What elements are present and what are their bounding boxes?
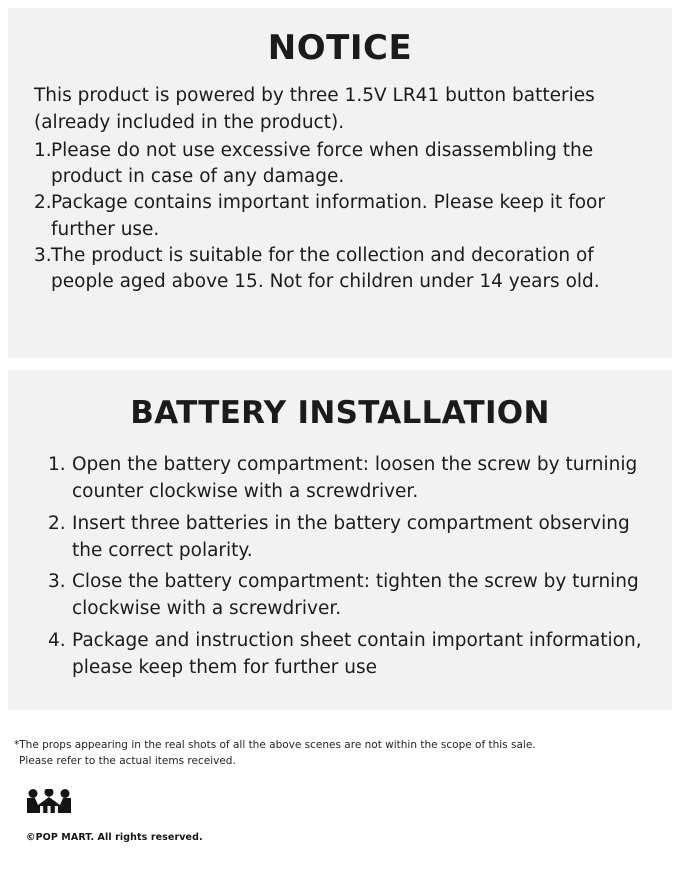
battery-item-number: 4.	[48, 629, 66, 651]
notice-item-text: Please do not use excessive force when disassembling the product in case of any damage.	[51, 139, 594, 188]
popmart-logo	[26, 789, 72, 815]
copyright-text: ©POP MART. All rights reserved.	[26, 832, 203, 843]
list-item	[34, 138, 646, 191]
list-item	[34, 190, 646, 243]
battery-item-text: Close the battery compartment: tighten the screw by turning clockwise with a screwdriver.	[72, 571, 639, 620]
crown-logo-icon	[26, 789, 72, 815]
list-item	[48, 569, 646, 623]
battery-installation-panel	[8, 370, 672, 710]
list-item	[48, 628, 646, 682]
battery-item-text: Open the battery compartment: loosen the screw by turninig counter clockwise with a screwdriver.	[72, 454, 638, 502]
notice-item-text: Package contains important information. Please keep it foor further use.	[51, 192, 605, 240]
notice-list	[34, 138, 646, 296]
battery-installation-list	[34, 452, 646, 682]
notice-item-number: 3.	[34, 244, 52, 266]
battery-item-number: 2.	[48, 512, 66, 534]
battery-item-text: Package and instruction sheet contain important information, please keep them for further use	[72, 629, 642, 678]
notice-item-number: 1.	[34, 139, 52, 161]
footnote	[14, 738, 654, 770]
battery-installation-title: BATTERY INSTALLATION	[130, 395, 550, 431]
list-item	[48, 511, 646, 565]
list-item	[34, 243, 646, 296]
notice-intro-text: This product is powered by three 1.5V LR41 button batteries (already included in the product).	[34, 85, 595, 133]
notice-item-number: 2.	[34, 192, 52, 214]
battery-item-text: Insert three batteries in the battery compartment observing the correct polarity.	[72, 512, 630, 561]
battery-item-number: 3.	[48, 571, 66, 593]
notice-title: NOTICE	[267, 28, 413, 68]
battery-item-number: 1.	[48, 454, 66, 476]
footnote-line-2: Please refer to the actual items received.	[19, 754, 236, 767]
notice-panel	[8, 8, 672, 358]
footnote-line-1: *The props appearing in the real shots of all the above scenes are not within the scope of this sale.	[14, 739, 536, 751]
notice-item-text: The product is suitable for the collection and decoration of people aged above 15. Not for children under 14 years old.	[51, 244, 600, 293]
list-item	[48, 452, 646, 506]
